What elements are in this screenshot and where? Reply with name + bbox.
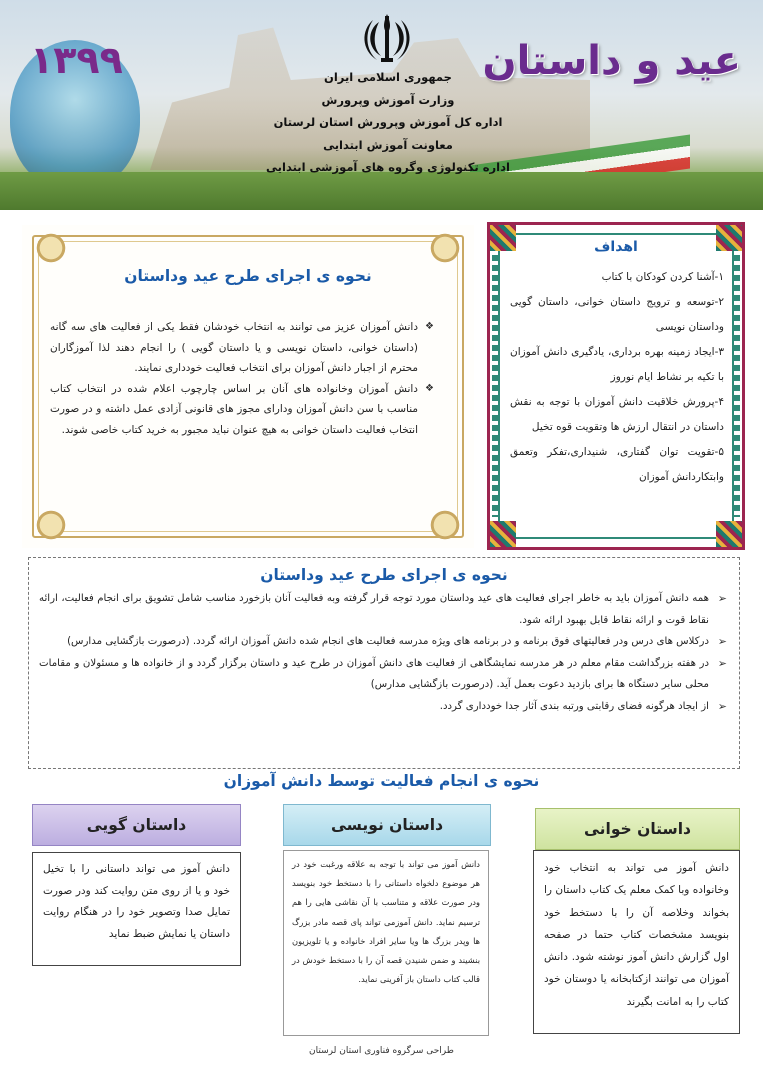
howto-panel xyxy=(22,225,474,548)
org-line: جمهوری اسلامی ایران xyxy=(324,70,452,84)
ornament-corner-icon xyxy=(490,521,516,547)
reading-card-title: داستان خوانی xyxy=(535,808,740,850)
floral-ornament-icon xyxy=(22,502,80,548)
howto-paragraph: ❖ دانش آموزان وخانواده های آنان بر اساس چارچوب اعلام شده در انتخاب کتاب مناسب با سن دانش آموزان ودارای مجوز های قانونی آزادی عمل داشته و در صورت انتخاب فعالیت داستان خوانی به هیچ عنوان نباید مجبور به خرید کتاب خاصی شوند. xyxy=(50,379,434,441)
activities-title: نحوه ی انجام فعالیت توسط دانش آموزان xyxy=(223,772,540,790)
reading-card-text: دانش آموز می تواند به انتخاب خود وخانواده وبا کمک معلم یک کتاب داستان را بخواند وخلاصه آن را با دستخط خود بنویسد مشخصات کتاب حتما در صفحه اول گزارش دانش آموز نوشته شود. دانش آموزان می توانند ازکتابخانه یا دوستان خود کتاب را به امانت بگیرند xyxy=(533,850,740,1034)
year-label: ۱۳۹۹ xyxy=(30,38,123,82)
writing-card-title: داستان نویسی xyxy=(283,804,491,846)
execution-item: ➢ همه دانش آموزان باید به خاطر اجرای فعالیت های عید وداستان مورد توجه قرار گرفته وبه فعالیت آنان بازخورد مناسب شامل تشویق برای انجام فعالیت، ارائه نقاط قوت و ارائه نقاط قابل بهبود ارائه شود. xyxy=(39,588,729,631)
execution-list xyxy=(29,588,739,717)
ornament-side xyxy=(734,255,740,517)
goals-title: اهداف xyxy=(594,239,638,255)
ornament-side xyxy=(492,255,498,517)
goals-panel xyxy=(487,222,745,550)
execution-item: ➢ در هفته بزرگداشت مقام معلم در هر مدرسه نمایشگاهی از فعالیت های دانش آموزان در طرح عید و داستان برگزار گردد و از خانواده ها و مسئولان و مقامات محلی سایر دستگاه ها برای بازدید دعوت بعمل آید. (درصورت بازگشایی مدارس) xyxy=(39,653,729,696)
goal-item: ۱-آشنا کردن کودکان با کتاب xyxy=(601,271,724,283)
execution-item: ➢ درکلاس های درس ودر فعالیتهای فوق برنامه و در برنامه های ویژه مدرسه فعالیت های انجام شده دانش آموزان ارائه گردد. (درصورت بازگشایی مدارس) xyxy=(39,631,729,653)
iran-emblem-icon xyxy=(357,8,417,68)
execution-title: نحوه ی اجرای طرح عید وداستان xyxy=(260,566,508,584)
org-line: اداره کل آموزش وپرورش استان لرستان xyxy=(273,115,503,129)
howto-body xyxy=(50,317,434,440)
goal-item: ۲-توسعه و ترویج داستان خوانی، داستان گویی وداستان نویسی xyxy=(510,296,724,333)
org-line: معاونت آموزش ابتدایی xyxy=(323,137,453,152)
organization-block xyxy=(240,66,536,179)
footer-credit: طراحی سرگروه فناوری استان لرستان xyxy=(309,1046,454,1056)
goals-list xyxy=(510,265,724,490)
writing-card-text: دانش آموز می تواند با توجه به علاقه ورغبت خود در هر موضوع دلخواه داستانی را با دستخط خود بنویسد ودر صورت علاقه و متناسب با آن نقاشی هایی را هم ترسیم نماید. دانش آموزمی تواند پای قصه مادر بزرگ ها وپدر بزرگ ها ویا سایر افراد خانواده و یا تلویزیون بنشیند و ضمن شنیدن قصه آن را با دستخط خودش در قالب کتاب داستان باز آفرینی نماید. xyxy=(283,850,489,1036)
howto-title: نحوه ی اجرای طرح عید وداستان xyxy=(124,267,372,285)
execution-panel xyxy=(28,557,740,769)
telling-card-title: داستان گویی xyxy=(32,804,241,846)
org-line: وزارت آموزش وپرورش xyxy=(321,92,455,107)
page-title: عید و داستان xyxy=(482,38,741,84)
floral-ornament-icon xyxy=(416,502,474,548)
goal-item: ۵-تقویت توان گفتاری، شنیداری،تفکر وتعمق وابتکاردانش آموزان xyxy=(510,446,724,483)
ornament-corner-icon xyxy=(716,521,742,547)
howto-paragraph: ❖ دانش آموزان عزیز می توانند به انتخاب خودشان فقط یکی از فعالیت های سه گانه (داستان خوانی، داستان نویسی و یا داستان گویی ) را انجام دهند لذا آموزگاران محترم از اجبار دانش آموزان برای انتخاب فعالیت خودداری نمایند. xyxy=(50,317,434,379)
goal-item: ۴-پرورش خلاقیت دانش آموزان با توجه به نقش داستان در انتقال ارزش ها وتقویت قوه تخیل xyxy=(510,396,724,433)
execution-item: ➢ از ایجاد هرگونه فضای رقابتی ورتبه بندی آثار جدا خودداری گردد. xyxy=(39,696,729,718)
goal-item: ۳-ایجاد زمینه بهره برداری، یادگیری دانش آموزان با تکیه بر نشاط ایام نوروز xyxy=(510,346,724,383)
org-line: اداره تکنولوژی وگروه های آموزشی ابتدایی xyxy=(266,160,510,174)
floral-ornament-icon xyxy=(416,225,474,271)
telling-card-text: دانش آموز می تواند داستانی را با تخیل خود و یا از روی متن روایت کند ودر صورت تمایل صدا وتصویر خود را در هنگام روایت داستان یا نمایش ضبط نماید xyxy=(32,852,241,966)
floral-ornament-icon xyxy=(22,225,80,271)
